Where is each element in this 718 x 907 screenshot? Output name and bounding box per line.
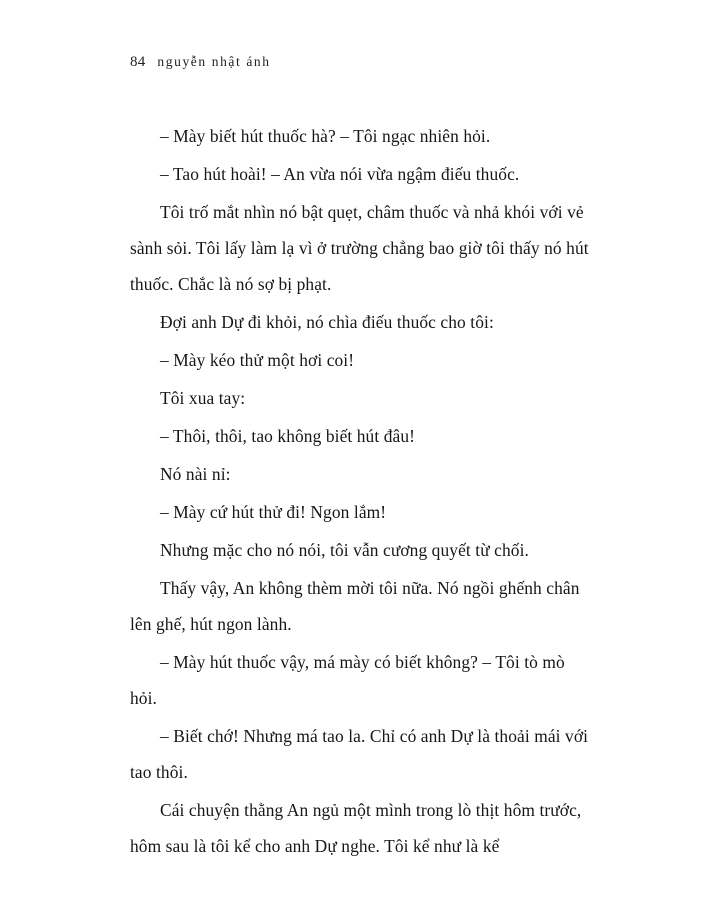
paragraph: – Mày kéo thử một hơi coi!: [160, 350, 355, 370]
running-head: [130, 54, 271, 71]
paragraph: – Mày hút thuốc vậy, má mày có biết không? – Tôi tò mò hỏi.: [130, 652, 565, 708]
paragraph: Tôi trố mắt nhìn nó bật quẹt, châm thuốc và nhả khói với vẻ sành sỏi. Tôi lấy làm lạ vì ở trường chẳng bao giờ tôi thấy nó hút thuốc. Chắc là nó sợ bị phạt.: [130, 202, 589, 294]
paragraph: – Biết chớ! Nhưng má tao la. Chỉ có anh Dự là thoải mái với tao thôi.: [130, 726, 589, 782]
page-number: 84: [130, 54, 146, 70]
paragraph: Đợi anh Dự đi khỏi, nó chìa điếu thuốc cho tôi:: [160, 312, 494, 332]
paragraph: Tôi xua tay:: [160, 388, 246, 408]
paragraph: Nhưng mặc cho nó nói, tôi vẫn cương quyết từ chối.: [160, 540, 529, 560]
paragraph: – Mày cứ hút thử đi! Ngon lắm!: [160, 502, 387, 522]
paragraph: – Mày biết hút thuốc hà? – Tôi ngạc nhiên hỏi.: [160, 126, 491, 146]
paragraph: – Tao hút hoài! – An vừa nói vừa ngậm điếu thuốc.: [160, 164, 520, 184]
paragraph: Cái chuyện thằng An ngủ một mình trong lò thịt hôm trước, hôm sau là tôi kể cho anh Dự nghe. Tôi kể như là kể: [130, 800, 582, 856]
body-text: [130, 118, 590, 866]
paragraph: – Thôi, thôi, tao không biết hút đâu!: [160, 426, 416, 446]
paragraph: Thấy vậy, An không thèm mời tôi nữa. Nó ngồi ghếnh chân lên ghế, hút ngon lành.: [130, 578, 580, 634]
author-name: nguyễn nhật ánh: [157, 54, 271, 69]
paragraph: Nó nài nỉ:: [160, 464, 231, 484]
